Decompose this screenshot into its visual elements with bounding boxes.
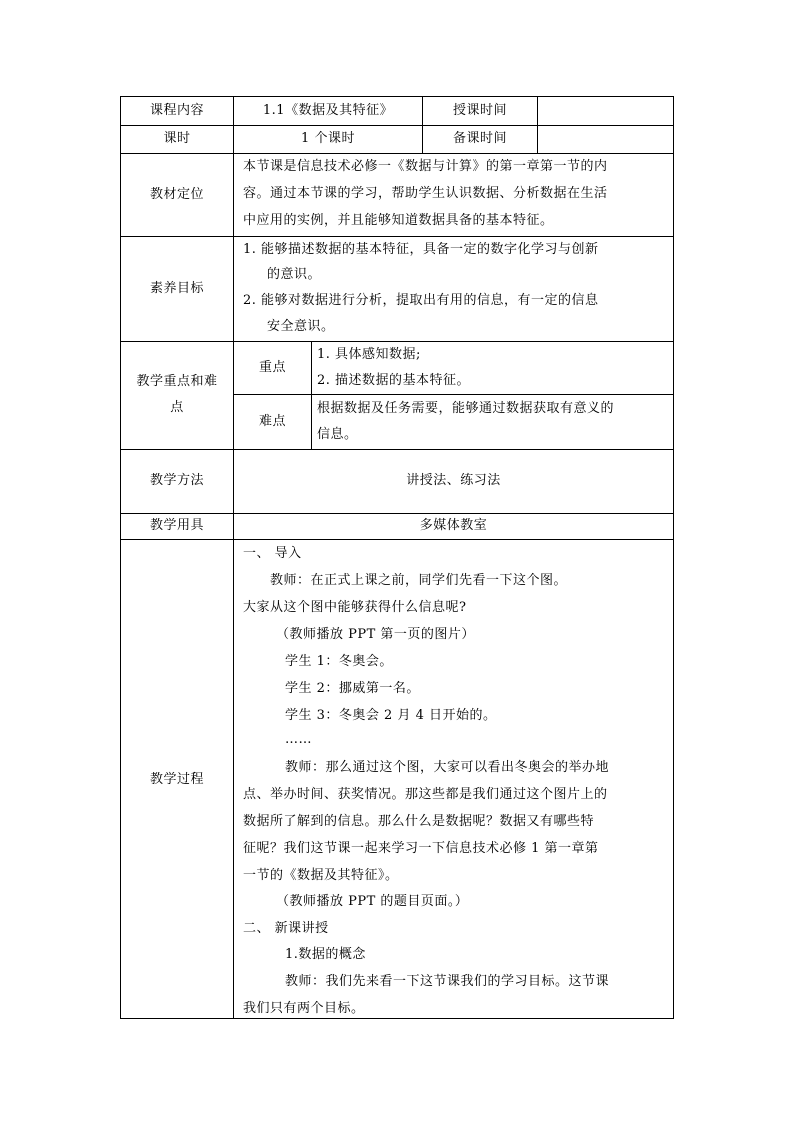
row-divider — [120, 341, 674, 342]
focus-label: 重点 — [258, 360, 286, 375]
course-content-value: 1.1《数据及其特征》 — [262, 103, 394, 118]
section-heading: 二、 新课讲授 — [243, 921, 329, 936]
process-line: 一节的《数据及其特征》。 — [243, 868, 399, 883]
method-label: 教学方法 — [149, 473, 204, 488]
difficulty-line: 根据数据及任务需要，能够通过数据获取有意义的 — [317, 401, 615, 416]
process-line: …… — [285, 732, 312, 747]
literacy-line: 的意识。 — [267, 267, 322, 282]
row-divider — [120, 539, 674, 540]
process-line: 教师：我们先来看一下这节课我们的学习目标。这节课 — [285, 974, 610, 989]
process-line: 教师：那么通过这个图，大家可以看出冬奥会的举办地 — [285, 760, 610, 775]
label-column-divider — [233, 96, 234, 1019]
tools-label: 教学用具 — [149, 518, 204, 533]
table-border-right — [673, 96, 674, 1019]
process-line: 1.数据的概念 — [285, 947, 366, 962]
hours-label: 课时 — [163, 131, 191, 146]
literacy-label: 素养目标 — [149, 281, 204, 296]
process-line: 数据所了解到的信息。那么什么是数据呢？数据又有哪些特 — [243, 814, 595, 829]
section-heading: 一、 导入 — [243, 546, 302, 561]
key-points-label: 教学重点和难 — [136, 374, 218, 389]
table-border-bottom — [120, 1018, 674, 1019]
focus-line: 2. 描述数据的基本特征。 — [317, 373, 471, 388]
row-divider — [120, 236, 674, 237]
row-divider — [120, 449, 674, 450]
literacy-line: 2. 能够对数据进行分析，提取出有用的信息，有一定的信息 — [243, 293, 599, 308]
sub-row-divider — [233, 394, 674, 395]
positioning-line: 本节课是信息技术必修一《数据与计算》的第一章第一节的内 — [243, 159, 608, 174]
table-border-top — [120, 96, 674, 97]
tools-value: 多媒体教室 — [419, 518, 488, 533]
process-line: 征呢？我们这节课一起来学习一下信息技术必修 1 第一章第 — [243, 841, 599, 856]
process-line: 学生 2：挪威第一名。 — [285, 681, 420, 696]
positioning-label: 教材定位 — [149, 187, 204, 202]
hours-value: 1 个课时 — [301, 131, 355, 146]
process-line: 学生 1：冬奥会。 — [285, 654, 393, 669]
process-line: （教师播放 PPT 的题目页面。） — [276, 894, 469, 909]
key-points-label-cont: 点 — [170, 400, 184, 415]
difficulty-line: 信息。 — [317, 427, 358, 442]
focus-line: 1. 具体感知数据; — [317, 347, 421, 362]
literacy-line: 1. 能够描述数据的基本特征，具备一定的数字化学习与创新 — [243, 242, 599, 257]
row-divider — [120, 153, 674, 154]
column-divider — [537, 96, 538, 154]
difficulty-label: 难点 — [258, 414, 286, 429]
process-line: 我们只有两个目标。 — [243, 1001, 365, 1016]
table-border-left — [120, 96, 121, 1019]
literacy-line: 安全意识。 — [267, 319, 335, 334]
row-divider — [120, 125, 674, 126]
sub-column-divider — [311, 341, 312, 450]
teach-time-label: 授课时间 — [452, 103, 507, 118]
method-value: 讲授法、练习法 — [406, 473, 501, 488]
process-label: 教学过程 — [149, 772, 204, 787]
process-line: （教师播放 PPT 第一页的图片） — [276, 627, 475, 642]
process-line: 大家从这个图中能够获得什么信息呢? — [243, 600, 467, 615]
process-line: 点、举办时间、获奖情况。那这些都是我们通过这个图片上的 — [243, 787, 608, 802]
process-line: 教师：在正式上课之前，同学们先看一下这个图。 — [270, 573, 568, 588]
course-content-label: 课程内容 — [149, 103, 204, 118]
prep-time-label: 备课时间 — [452, 131, 507, 146]
positioning-line: 中应用的实例，并且能够知道数据具备的基本特征。 — [243, 213, 554, 228]
row-divider — [120, 513, 674, 514]
positioning-line: 容。通过本节课的学习，帮助学生认识数据、分析数据在生活 — [243, 186, 608, 201]
process-line: 学生 3：冬奥会 2 月 4 日开始的。 — [285, 708, 497, 723]
